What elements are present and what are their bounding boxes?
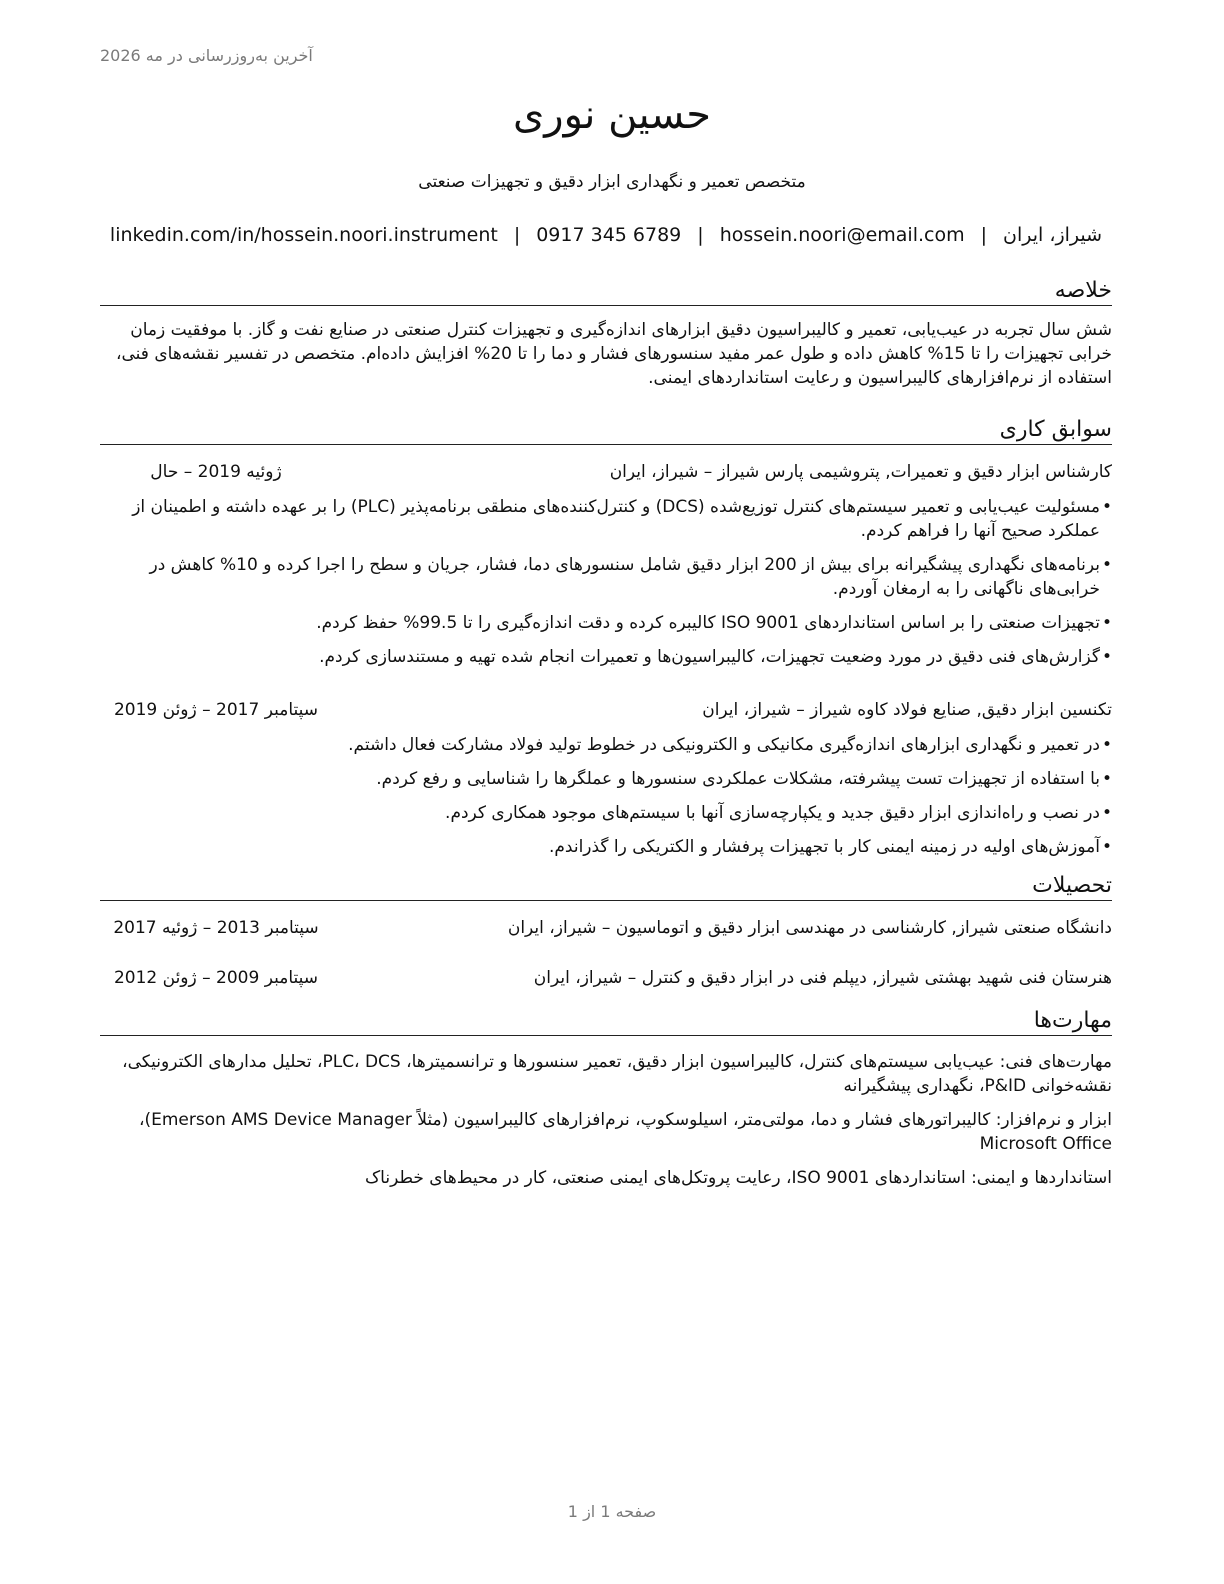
list-item: • با استفاده از تجهیزات تست پیشرفته، مشکلات عملکردی سنسورها و عملگرها را شناسایی و رفع کردم.: [100, 767, 1112, 791]
separator: |: [980, 224, 988, 246]
list-item: • برنامه‌های نگهداری پیشگیرانه برای بیش از 200 ابزار دقیق شامل سنسورهای دما، فشار، جریان و سطح را اجرا کرده و 10% کاهش در خرابی‌های ناگهانی را به ارمغان آوردم.: [100, 553, 1112, 601]
education-date: سپتامبر 2009 – ژوئن 2012: [113, 968, 319, 988]
education-date: سپتامبر 2013 – ژوئیه 2017: [113, 918, 319, 938]
skills-section: [100, 1008, 1112, 1190]
list-item: • در تعمیر و نگهداری ابزارهای اندازه‌گیری مکانیکی و الکترونیکی در خطوط تولید فولاد مشارکت فعال داشتم.: [100, 733, 1112, 757]
job-title: کارشناس ابزار دقیق و تعمیرات, پتروشیمی پارس شیراز – شیراز، ایران: [609, 462, 1112, 482]
section-title: تحصیلات: [100, 873, 1112, 901]
list-item: • آموزش‌های اولیه در زمینه ایمنی کار با تجهیزات پرفشار و الکتریکی را گذراندم.: [100, 835, 1112, 859]
job-bullets: [100, 495, 1112, 669]
education-section: [100, 873, 1112, 991]
job-date: ژوئیه 2019 – حال: [150, 462, 282, 482]
list-item: • در نصب و راه‌اندازی ابزار دقیق جدید و یکپارچه‌سازی آنها با سیستم‌های موجود همکاری کردم.: [100, 801, 1112, 825]
section-title: سوابق کاری: [100, 417, 1112, 445]
job-entry: [100, 459, 1112, 669]
page-number: صفحه 1 از 1: [567, 1502, 657, 1521]
contact-location: شیراز، ایران: [1003, 224, 1103, 246]
education-entry: [100, 915, 1112, 941]
education-entry: [100, 965, 1112, 991]
section-title: مهارت‌ها: [100, 1008, 1112, 1036]
education-title: هنرستان فنی شهید بهشتی شیراز, دیپلم فنی در ابزار دقیق و کنترل – شیراز، ایران: [533, 968, 1112, 988]
list-item: • گزارش‌های فنی دقیق در مورد وضعیت تجهیزات، کالیبراسیون‌ها و تعمیرات انجام شده تهیه و مستندسازی کردم.: [100, 645, 1112, 669]
skill-item: استانداردها و ایمنی: استانداردهای ISO 9001، رعایت پروتکل‌های ایمنی صنعتی، کار در محیط‌های خطرناک: [364, 1168, 1112, 1188]
separator: |: [697, 224, 704, 246]
contact-line: [100, 224, 1112, 246]
contact-email[interactable]: hossein.noori@email.com: [719, 224, 965, 246]
separator: |: [513, 224, 521, 246]
job-title: تکنسین ابزار دقیق, صنایع فولاد کاوه شیراز – شیراز، ایران: [702, 700, 1112, 720]
last-updated: آخرین به‌روزرسانی در مه 2026: [100, 46, 313, 65]
job-date: سپتامبر 2017 – ژوئن 2019: [113, 700, 319, 720]
skill-item: مهارت‌های فنی: عیب‌یابی سیستم‌های کنترل، کالیبراسیون ابزار دقیق، تعمیر سنسورها و ترانسمیترها، PLC، DCS، تحلیل مدارهای الکترونیکی، نقشه‌خوانی P&ID، نگهداری پیشگیرانه: [122, 1052, 1112, 1096]
education-title: دانشگاه صنعتی شیراز, کارشناسی در مهندسی ابزار دقیق و اتوماسیون – شیراز، ایران: [507, 918, 1112, 938]
contact-phone: 0917 345 6789: [536, 224, 682, 246]
summary-section: [100, 278, 1112, 390]
contact-linkedin[interactable]: linkedin.com/in/hossein.noori.instrument: [109, 224, 498, 246]
section-title: خلاصه: [100, 278, 1112, 306]
summary-text: شش سال تجربه در عیب‌یابی، تعمیر و کالیبراسیون دقیق ابزارهای اندازه‌گیری و تجهیزات کنترل صنعتی در صنایع نفت و گاز. با موفقیت زمان خرابی تجهیزات را تا 15% کاهش داده و طول عمر مفید سنسورهای فشار و دما را تا 20% افزایش داده‌ام. متخصص در تفسیر نقشه‌های فنی، استفاده از نرم‌افزارهای کالیبراسیون و رعایت استانداردهای ایمنی.: [116, 320, 1112, 388]
list-item: • مسئولیت عیب‌یابی و تعمیر سیستم‌های کنترل توزیع‌شده (DCS) و کنترل‌کننده‌های منطقی برنامه‌پذیر (PLC) را بر عهده داشته و اطمینان از عملکرد صحیح آنها را فراهم کردم.: [100, 495, 1112, 543]
candidate-name: حسین نوری: [512, 92, 712, 138]
job-title: متخصص تعمیر و نگهداری ابزار دقیق و تجهیزات صنعتی: [418, 172, 806, 192]
experience-section: [100, 417, 1112, 859]
job-entry: [100, 697, 1112, 859]
list-item: • تجهیزات صنعتی را بر اساس استانداردهای ISO 9001 کالیبره کرده و دقت اندازه‌گیری را تا 99.5% حفظ کردم.: [100, 611, 1112, 635]
skill-item: ابزار و نرم‌افزار: کالیبراتورهای فشار و دما، مولتی‌متر، اسیلوسکوپ، نرم‌افزارهای کالیبراسیون (مثلاً Emerson AMS Device Manager)، Microsoft Office: [138, 1110, 1112, 1154]
job-bullets: [100, 733, 1112, 859]
